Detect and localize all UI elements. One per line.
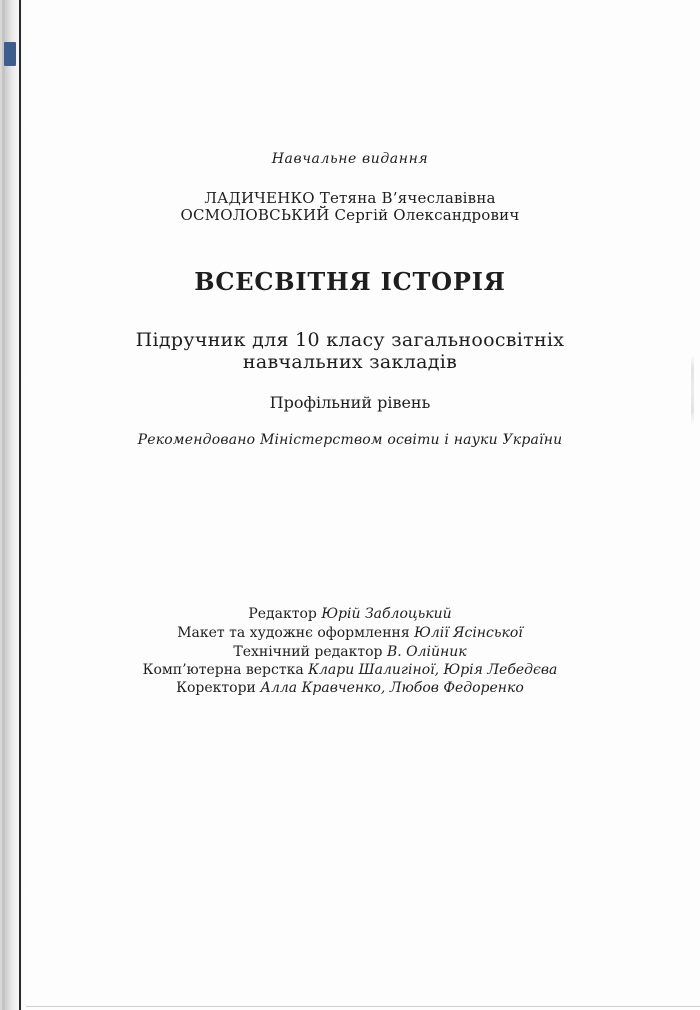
- spine-shadow: [2, 0, 5, 1010]
- author-1: ЛАДИЧЕНКО Тетяна В’ячеславівна: [204, 189, 496, 207]
- bookmark-tab: [4, 42, 16, 66]
- series-label: Навчальне видання: [271, 151, 429, 167]
- author-2: ОСМОЛОВСЬКИЙ Сергій Олександрович: [180, 206, 520, 224]
- page-bottom-edge: [26, 1006, 700, 1007]
- credit-person: Юрій Заблоцький: [321, 606, 452, 622]
- credit-person: Алла Кравченко, Любов Федоренко: [260, 680, 524, 696]
- credit-typesetting: [100, 661, 600, 679]
- credit-role: Технічний редактор: [233, 644, 387, 660]
- book-title: ВСЕСВІТНЯ ІСТОРІЯ: [194, 267, 506, 296]
- credit-person: В. Олійник: [386, 644, 467, 660]
- recommendation-note: Рекомендовано Міністерством освіти і науки України: [137, 432, 563, 448]
- credit-role: Редактор: [248, 606, 322, 622]
- credit-editor: [100, 605, 600, 623]
- credit-technical-editor: [100, 643, 600, 661]
- credit-layout-design: [100, 624, 600, 642]
- subtitle-line-2: навчальних закладів: [242, 351, 458, 373]
- credit-role: Комп’ютерна верстка: [142, 662, 309, 678]
- level-label: Профільний рівень: [269, 393, 431, 412]
- spine-binding-line: [19, 0, 21, 1010]
- credit-role: Коректори: [176, 680, 261, 696]
- subtitle-line-1: Підручник для 10 класу загальноосвітніх: [135, 329, 565, 351]
- page-edge-mark: [691, 355, 694, 425]
- credit-proofreaders: [100, 679, 600, 697]
- credit-person: Юлії Ясінської: [414, 625, 523, 641]
- credit-person: Клари Шалигіної, Юрія Лебедєва: [308, 662, 558, 678]
- credit-role: Макет та художнє оформлення: [177, 625, 415, 641]
